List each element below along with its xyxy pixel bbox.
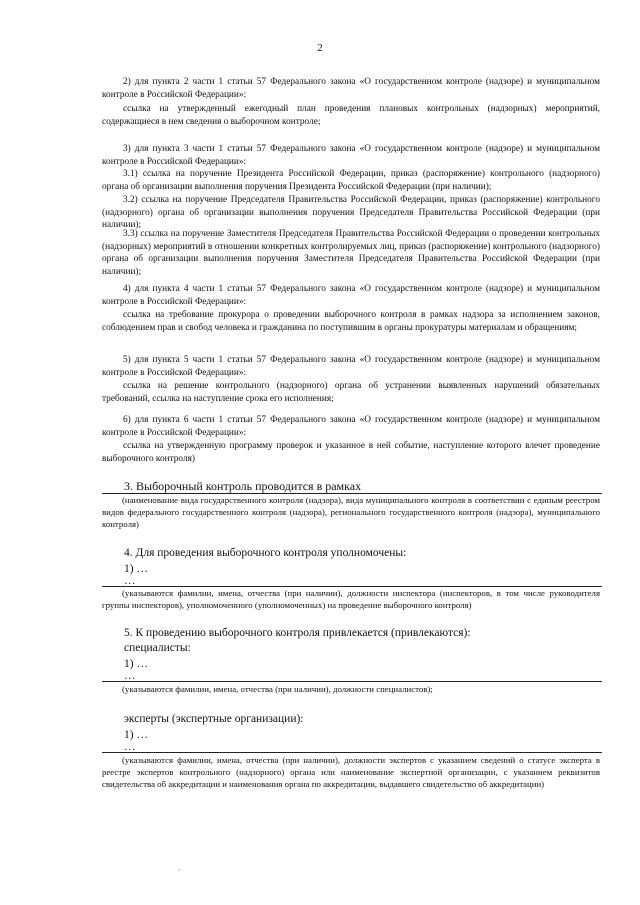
item-3-sub1: 3.1) ссылка на поручение Президента Российской Федерации, приказ (распоряжение) контрольного (надзорного) органа об организации выполнения поручения Президента Российской Федерации (при наличии); [102, 169, 600, 192]
item-5-head: 5) для пункта 5 части 1 статьи 57 Федерального закона «О государственном контроле (надзоре) и муниципальном контроле в Российской Федерации»: [102, 355, 600, 378]
section-5-title: 5. К проведению выборочного контроля привлекается (привлекаются): [124, 627, 471, 639]
section-4-caption: (указываются фамилии, имена, отчества (при наличии), должности инспектора (инспекторов, в том числе руководителя группы инспекторов), уполномоченного (уполномоченных) на проведение выборочного контроля) [102, 588, 600, 610]
item-5-body: ссылка на решение контрольного (надзорного) органа об устранении выявленных нарушений обязательных требований, ссылка на наступление срока его исполнения; [102, 381, 600, 404]
item-6-body: ссылка на утвержденную программу проверок и указанное в ней событие, наступление которого влечет проведение выборочного контроля) [102, 441, 600, 464]
specialists-rule [102, 681, 602, 682]
item-4-body: ссылка на требование прокурора о проведении выборочного контроля в рамках надзора за исполнением законов, соблюдением прав и свобод человека и гражданина по поступившим в органы прокуратуры материалам и обращениям; [102, 310, 600, 333]
item-2-body: ссылка на утвержденный ежегодный план проведения плановых контрольных (надзорных) мероприятий, содержащиеся в нем сведения о выборочном контроле; [102, 104, 600, 127]
item-6-head: 6) для пункта 6 части 1 статьи 57 Федерального закона «О государственном контроле (надзоре) и муниципальном контроле в Российской Федерации»: [102, 415, 600, 438]
experts-rule [102, 752, 602, 753]
section-4-title: 4. Для проведения выборочного контроля уполномочены: [124, 547, 407, 559]
section-3-title: 3. Выборочный контроль проводится в рамках [124, 479, 362, 493]
specialists-label: специалисты: [124, 642, 191, 654]
item-3-sub2: 3.2) ссылка на поручение Председателя Правительства Российской Федерации, приказ (распоряжение) контрольного (надзорного) органа об организации выполнения поручения Председателя Правительства Российской Федерации (при наличии); [102, 195, 600, 230]
section-4-line-2: … [124, 575, 136, 587]
page-number: 2 [317, 42, 323, 54]
specialists-line-1: 1) … [124, 658, 148, 670]
experts-caption: (указываются фамилии, имена, отчества (при наличии), должности экспертов с указанием сведений о статусе эксперта в реестре экспертов контрольного (надзорного) органа или наименование экспертной организации, с указанием реквизитов свидетельства об аккредитации и наименования органа по аккредитации, выдавшего свидетельство об аккредитации) [102, 755, 600, 789]
item-3-sub3: 3.3) ссылка на поручение Заместителя Председателя Правительства Российской Федерации о проведении контрольных (надзорных) мероприятий в отношении конкретных контролируемых лиц, приказ (распоряжение) контрольного (надзорного) органа об организации выполнения поручения Заместителя Председателя Правительства Российской Федерации (при наличии); [102, 229, 600, 277]
experts-line-1: 1) … [124, 729, 148, 741]
experts-label: эксперты (экспертные организации): [124, 713, 304, 725]
specialists-line-2: … [124, 670, 136, 682]
section-3-caption: (наименование вида государственного контроля (надзора), вида муниципального контроля в соответствии с единым реестром видов федерального государственного контроля (надзора), регионального государственного контроля (надзора), муниципального контроля) [102, 495, 600, 529]
section-4-line-1: 1) … [124, 563, 148, 575]
item-2-head: 2) для пункта 2 части 1 статьи 57 Федерального закона «О государственном контроле (надзоре) и муниципальном контроле в Российской Федерации»: [102, 77, 600, 100]
scan-speck: · [178, 866, 181, 875]
item-4-head: 4) для пункта 4 части 1 статьи 57 Федерального закона «О государственном контроле (надзоре) и муниципальном контроле в Российской Федерации»: [102, 284, 600, 307]
specialists-caption: (указываются фамилии, имена, отчества (при наличии), должности специалистов); [122, 684, 433, 694]
experts-line-2: … [124, 741, 136, 753]
item-3-head: 3) для пункта 3 части 1 статьи 57 Федерального закона «О государственном контроле (надзоре) и муниципальном контроле в Российской Федерации»: [102, 144, 600, 167]
